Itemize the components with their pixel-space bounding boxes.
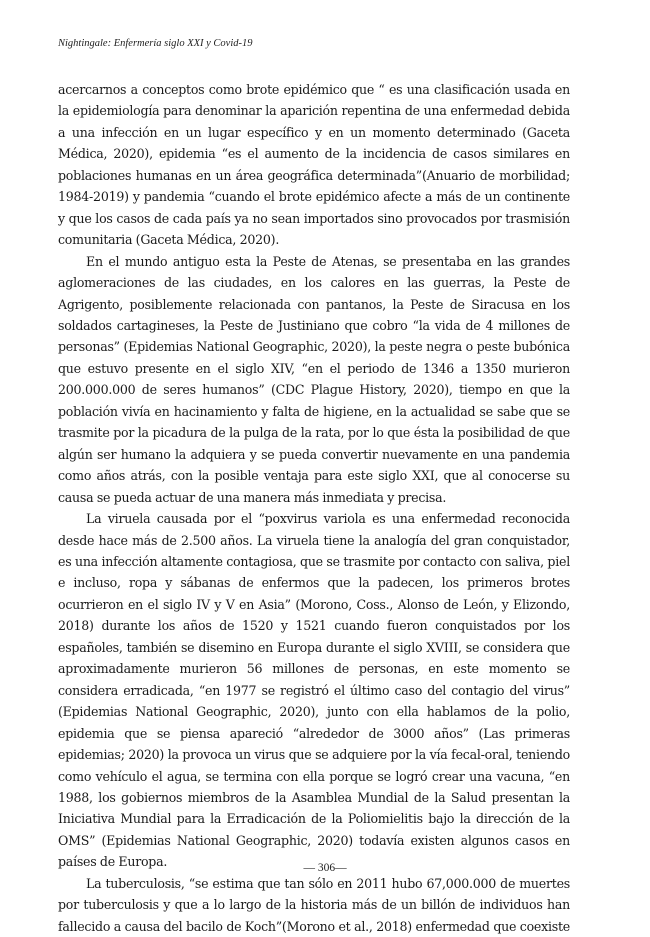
body-text bbox=[58, 79, 570, 937]
paragraph: En el mundo antiguo esta la Peste de Atenas, se presentaba en las grandes aglomeraciones de las ciudades, en los calores en las guerras, la Peste de Agrigento, posiblemente relacionada con pantanos, la Peste de Siracusa en los soldados cartagineses, la Peste de Justiniano que cobro “la vida de 4 millones de personas” (Epidemias National Geographic, 2020), la peste negra o peste bubónica que estuvo presente en el siglo XIV, “en el periodo de 1346 a 1350 murieron 200.000.000 de seres humanos” (CDC Plague History, 2020), tiempo en que la población vivía en hacinamiento y falta de higiene, en la actualidad se sabe que se trasmite por la picadura de la pulga de la rata, por lo que ésta la posibilidad de que algún ser humano la adquiera y se pueda convertir nuevamente en una pandemia como años atrás, con la posible ventaja para este siglo XXI, que al conocerse su causa se pueda actuar de una manera más inmediata y precisa. bbox=[58, 253, 570, 505]
paragraph: acercarnos a conceptos como brote epidémico que “ es una clasificación usada en la epidemiología para denominar la aparición repentina de una enfermedad debida a una infección en un lugar específico y en un momento determinado (Gaceta Médica, 2020), epidemia “es el aumento de la incidencia de casos similares en poblaciones humanas en un área geográfica determinada”(Anuario de morbilidad; 1984-2019) y pandemia “cuando el brote epidémico afecte a más de un continente y que los casos de cada país ya no sean importados sino provocados por trasmisión comunitaria (Gaceta Médica, 2020). bbox=[58, 82, 570, 248]
running-header: Nightingale: Enfermería siglo XXI y Covid-19 bbox=[58, 38, 253, 49]
page-number: — 306— bbox=[303, 862, 347, 874]
paragraph: La tuberculosis, “se estima que tan sólo en 2011 hubo 67,000.000 de muertes por tuberculosis y que a lo largo de la historia más de un billón de individuos han fallecido a causa del bacilo de Koch”(Morono et al., 2018) enfermedad que coexiste bbox=[58, 875, 570, 934]
paragraph: La viruela causada por el “poxvirus variola es una enfermedad reconocida desde hace más de 2.500 años. La viruela tiene la analogía del gran conquistador, es una infección altamente contagiosa, que se trasmite por contacto con saliva, piel e incluso, ropa y sábanas de enfermos que la padecen, los primeros brotes ocurrieron en el siglo IV y V en Asia” (Morono, Coss., Alonso de León, y Elizondo, 2018) durante los años de 1520 y 1521 cuando fueron conquistados por los españoles, también se disemino en Europa durante el siglo XVIII, se considera que aproximadamente murieron 56 millones de personas, en este momento se considera erradicada, “en 1977 se registró el último caso del contagio del virus” (Epidemias National Geographic, 2020), junto con ella hablamos de la polio, epidemia que se piensa apareció “alrededor de 3000 años” (Las primeras epidemias; 2020) la provoca un virus que se adquiere por la vía fecal-oral, teniendo como vehículo el agua, se termina con ella porque se logró crear una vacuna, “en 1988, los gobiernos miembros de la Asamblea Mundial de la Salud presentan la Iniciativa Mundial para la Erradicación de la Poliomielitis bajo la dirección de la OMS” (Epidemias National Geographic, 2020) todavía existen algunos casos en países de Europa. bbox=[58, 511, 570, 870]
